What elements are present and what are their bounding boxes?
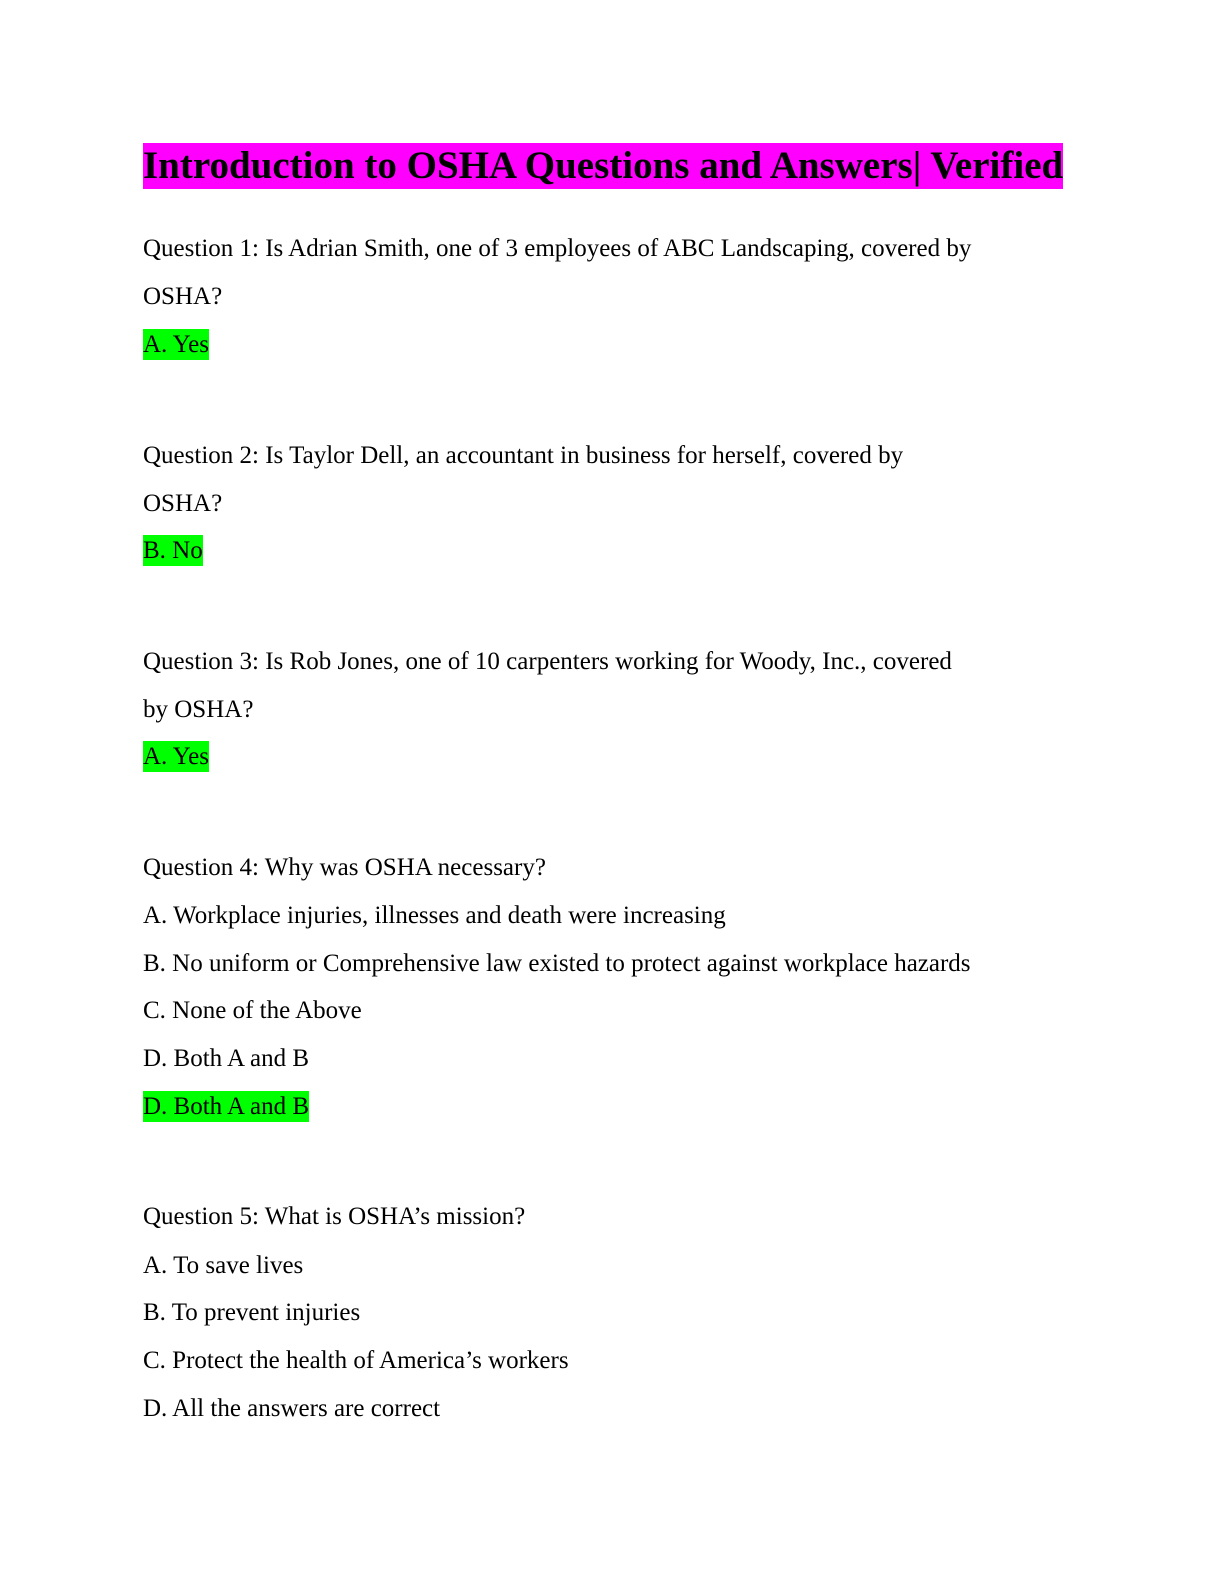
question-4-option-b: B. No uniform or Comprehensive law existed to protect against workplace hazards <box>143 950 971 977</box>
question-5-option-c: C. Protect the health of America’s workers <box>143 1347 569 1374</box>
answer-highlight: D. Both A and B <box>143 1093 309 1120</box>
question-2-text-line-1: Question 2: Is Taylor Dell, an accountant in business for herself, covered by <box>143 442 904 469</box>
question-2-text-line-2: OSHA? <box>143 490 223 517</box>
answer-highlight: B. No <box>143 537 203 564</box>
answer-highlight: A. Yes <box>143 331 210 358</box>
document-title <box>143 143 1063 189</box>
title-highlight: Introduction to OSHA Questions and Answers| Verified <box>143 144 1064 187</box>
question-3-text-line-2: by OSHA? <box>143 696 254 723</box>
question-1-text-line-1: Question 1: Is Adrian Smith, one of 3 employees of ABC Landscaping, covered by <box>143 235 972 262</box>
question-5-option-b: B. To prevent injuries <box>143 1299 361 1326</box>
question-5-text: Question 5: What is OSHA’s mission? <box>143 1203 526 1230</box>
question-4-option-c: C. None of the Above <box>143 997 362 1024</box>
answer-highlight: A. Yes <box>143 743 210 770</box>
question-4-option-d: D. Both A and B <box>143 1045 309 1072</box>
question-3-answer <box>143 741 209 772</box>
question-5-option-d: D. All the answers are correct <box>143 1395 441 1422</box>
question-3-text-line-1: Question 3: Is Rob Jones, one of 10 carpenters working for Woody, Inc., covered <box>143 648 952 675</box>
question-4-option-a: A. Workplace injuries, illnesses and death were increasing <box>143 902 726 929</box>
question-5-option-a: A. To save lives <box>143 1252 304 1279</box>
question-1-text-line-2: OSHA? <box>143 283 223 310</box>
question-4-text: Question 4: Why was OSHA necessary? <box>143 854 546 881</box>
question-4-answer <box>143 1091 309 1122</box>
question-2-answer <box>143 535 203 566</box>
question-1-answer <box>143 329 209 360</box>
